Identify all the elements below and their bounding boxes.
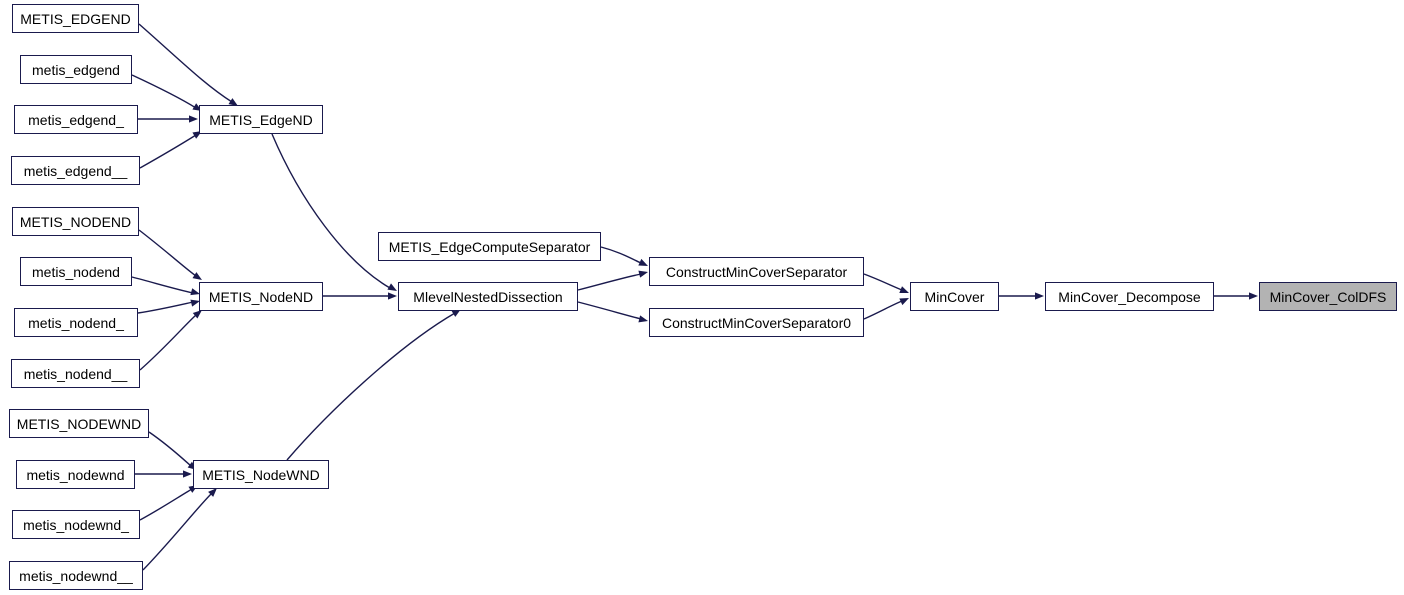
graph-edge-arrowhead (183, 470, 192, 477)
graph-node-metis_nodewnd_uu[interactable] (9, 561, 143, 590)
graph-node-label: MinCover_Decompose (1058, 288, 1201, 305)
graph-node-label: metis_edgend__ (23, 162, 128, 179)
graph-edge-arrowhead (1035, 292, 1044, 299)
graph-edge-arrowhead (899, 295, 910, 305)
graph-edge-metis_nodewnd_nd-to-mlevelnested (287, 313, 455, 460)
graph-node-metis_nodend[interactable] (20, 257, 132, 286)
graph-edge-metis_nodewnd_uu-to-metis_nodewnd_nd (143, 493, 212, 570)
graph-node-label: METIS_NodeWND (202, 466, 320, 483)
graph-node-metis_nodend_u[interactable] (14, 308, 138, 337)
graph-node-metis_edgend_uu[interactable] (11, 156, 140, 185)
graph-node-label: metis_nodewnd_ (23, 516, 129, 533)
graph-edge-constructmincoversep-to-mincover (864, 274, 902, 290)
graph-node-metis_nodend_uu[interactable] (11, 359, 140, 388)
graph-node-metis_nodend_nd[interactable] (199, 282, 323, 311)
graph-node-label: METIS_EdgeComputeSeparator (388, 238, 591, 255)
graph-edge-arrowhead (638, 315, 648, 324)
graph-node-mlevelnested[interactable] (398, 282, 578, 311)
graph-node-metis_edgend_caps[interactable] (12, 4, 139, 33)
graph-edge-arrowhead (1249, 292, 1258, 299)
graph-edge-arrowhead (638, 269, 648, 278)
graph-node-label: MinCover (924, 288, 985, 305)
graph-node-metis_edgend_u[interactable] (14, 105, 138, 134)
graph-node-metis_edgecompsep[interactable] (378, 232, 601, 261)
graph-edge-metis_edgecompsep-to-constructmincoversep (601, 247, 641, 263)
graph-node-label: metis_nodend (32, 263, 120, 280)
graph-node-label: ConstructMinCoverSeparator (665, 263, 848, 280)
graph-node-label: metis_nodewnd__ (19, 567, 133, 584)
graph-node-mincover_decompose[interactable] (1045, 282, 1214, 311)
graph-edge-mlevelnested-to-constructmincoversep0 (578, 302, 641, 319)
graph-edge-metis_edgend_caps-to-metis_edgend_nd (139, 24, 232, 102)
graph-node-metis_edgend_nd[interactable] (199, 105, 323, 134)
graph-node-metis_nodend_caps[interactable] (12, 207, 139, 236)
graph-edge-arrowhead (388, 292, 397, 299)
graph-node-metis_nodewnd[interactable] (16, 460, 135, 489)
graph-edge-metis_nodewnd_u-to-metis_nodewnd_nd (140, 489, 192, 520)
graph-edge-arrowhead (189, 115, 198, 122)
graph-node-metis_edgend[interactable] (20, 55, 132, 84)
graph-node-constructmincoversep0[interactable] (649, 308, 864, 337)
graph-edge-metis_nodend_u-to-metis_nodend_nd (138, 302, 193, 313)
graph-edge-metis_nodewnd_caps-to-metis_nodewnd_nd (149, 432, 191, 466)
graph-node-label: ConstructMinCoverSeparator0 (661, 314, 852, 331)
graph-node-label: MlevelNestedDissection (413, 288, 563, 305)
graph-node-metis_nodewnd_caps[interactable] (9, 409, 149, 438)
graph-edge-mlevelnested-to-constructmincoversep (578, 274, 641, 290)
graph-node-metis_nodewnd_u[interactable] (12, 510, 140, 539)
graph-node-label: metis_edgend (32, 61, 120, 78)
graph-node-label: metis_nodend_ (28, 314, 124, 331)
graph-node-label: METIS_NodeND (208, 288, 314, 305)
graph-node-label: metis_nodewnd (26, 466, 125, 483)
graph-edge-metis_nodend-to-metis_nodend_nd (132, 277, 193, 293)
graph-node-metis_nodewnd_nd[interactable] (193, 460, 329, 489)
graph-edge-constructmincoversep0-to-mincover (864, 301, 902, 319)
graph-node-label: MinCover_ColDFS (1269, 288, 1387, 305)
graph-edge-arrowhead (899, 286, 910, 296)
graph-edge-metis_edgend_uu-to-metis_edgend_nd (140, 135, 196, 168)
graph-node-constructmincoversep[interactable] (649, 257, 864, 286)
graph-node-label: METIS_NODEND (19, 213, 132, 230)
graph-edge-metis_nodend_uu-to-metis_nodend_nd (140, 315, 196, 370)
graph-node-label: METIS_NODEWND (16, 415, 142, 432)
graph-node-label: METIS_EDGEND (20, 10, 131, 27)
graph-edge-metis_edgend-to-metis_edgend_nd (132, 75, 196, 108)
graph-node-mincover_coldfs[interactable] (1259, 282, 1397, 311)
graph-node-label: metis_edgend_ (28, 111, 124, 128)
graph-node-label: METIS_EdgeND (209, 111, 313, 128)
graph-node-mincover[interactable] (910, 282, 999, 311)
graph-node-label: metis_nodend__ (23, 365, 128, 382)
graph-edge-metis_nodend_caps-to-metis_nodend_nd (139, 230, 196, 276)
graph-edge-arrowhead (638, 259, 649, 269)
graph-edge-metis_edgend_nd-to-mlevelnested (272, 134, 390, 288)
